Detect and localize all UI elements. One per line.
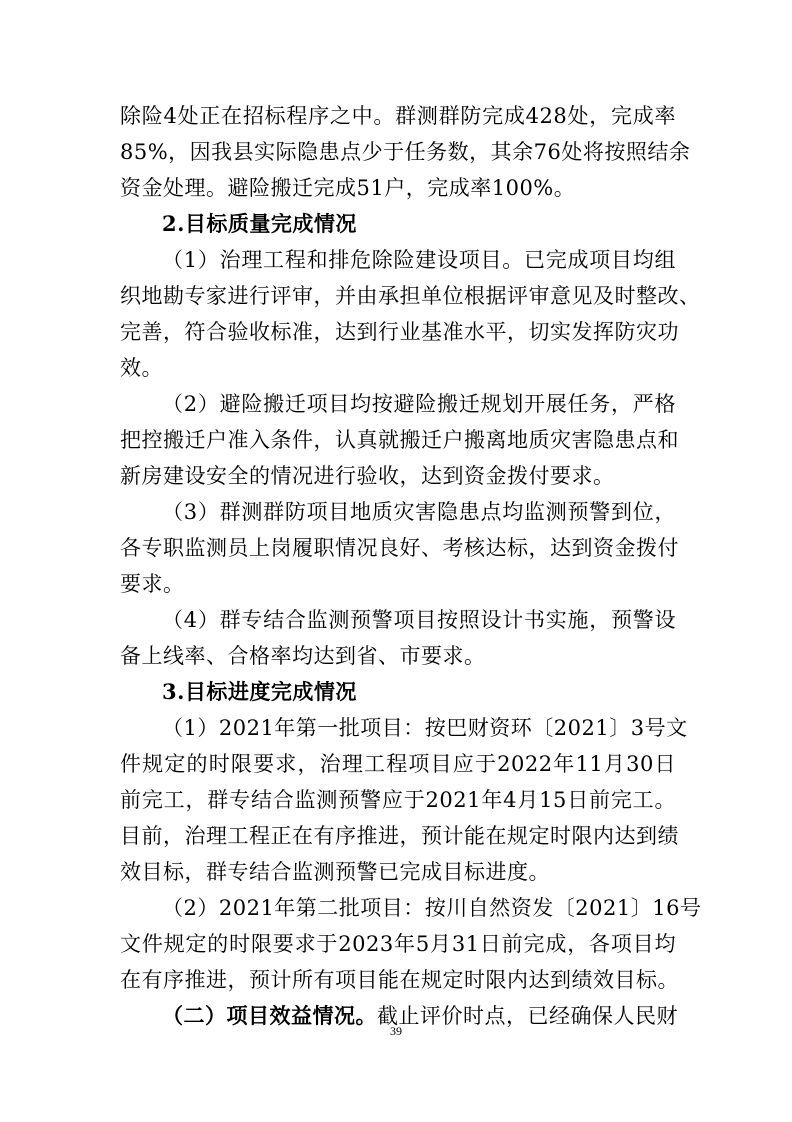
text-line: 要求。 [120, 572, 185, 596]
text-line: 效目标，群专结合监测预警已完成目标进度。 [120, 860, 550, 884]
section-heading: 2.目标质量完成情况 [162, 211, 357, 236]
text-line: 在有序推进，预计所有项目能在规定时限内达到绩效目标。 [120, 968, 679, 992]
text-line: 前完工，群专结合监测预警应于2021年4月15日前完工。 [120, 788, 676, 812]
text-line: 效。 [120, 356, 163, 380]
text-line: 新房建设安全的情况进行验收，达到资金拨付要求。 [120, 464, 615, 488]
text-line: 织地勘专家进行评审，并由承担单位根据评审意见及时整改、 [120, 284, 701, 308]
text-run: 截止评价时点，已经确保人民财 [377, 1004, 678, 1028]
text-line: 备上线率、合格率均达到省、市要求。 [120, 644, 486, 668]
text-line: （2）2021年第二批项目：按川自然资发〔2021〕16号 [162, 896, 702, 920]
subsection-lead: （二）项目效益情况。 [162, 1003, 377, 1028]
text-line: 文件规定的时限要求于2023年5月31日前完成，各项目均 [120, 932, 676, 956]
text-line: 85%，因我县实际隐患点少于任务数，其余76处将按照结余 [120, 140, 691, 164]
text-line: 资金处理。避险搬迁完成51户，完成率100%。 [120, 176, 576, 200]
section-heading: 3.目标进度完成情况 [162, 679, 357, 704]
text-line: 各专职监测员上岗履职情况良好、考核达标，达到资金拨付 [120, 536, 679, 560]
text-line: 除险4处正在招标程序之中。群测群防完成428处，完成率 [120, 104, 676, 128]
text-line: 完善，符合验收标准，达到行业基准水平，切实发挥防灾功 [120, 320, 679, 344]
text-line: （1）2021年第一批项目：按巴财资环〔2021〕3号文 [162, 716, 688, 740]
text-line: 把控搬迁户准入条件，认真就搬迁户搬离地质灾害隐患点和 [120, 428, 679, 452]
body-text [120, 98, 702, 1034]
text-line: 件规定的时限要求，治理工程项目应于2022年11月30日 [120, 752, 676, 776]
text-line: 目前，治理工程正在有序推进，预计能在规定时限内达到绩 [120, 824, 679, 848]
text-line: （3）群测群防项目地质灾害隐患点均监测预警到位， [162, 500, 676, 524]
text-line: （4）群专结合监测预警项目按照设计书实施，预警设 [162, 608, 676, 632]
text-line: （1）治理工程和排危除险建设项目。已完成项目均组 [162, 248, 676, 272]
text-line: （2）避险搬迁项目均按避险搬迁规划开展任务，严格 [162, 392, 676, 416]
page-number: 39 [390, 1024, 402, 1038]
